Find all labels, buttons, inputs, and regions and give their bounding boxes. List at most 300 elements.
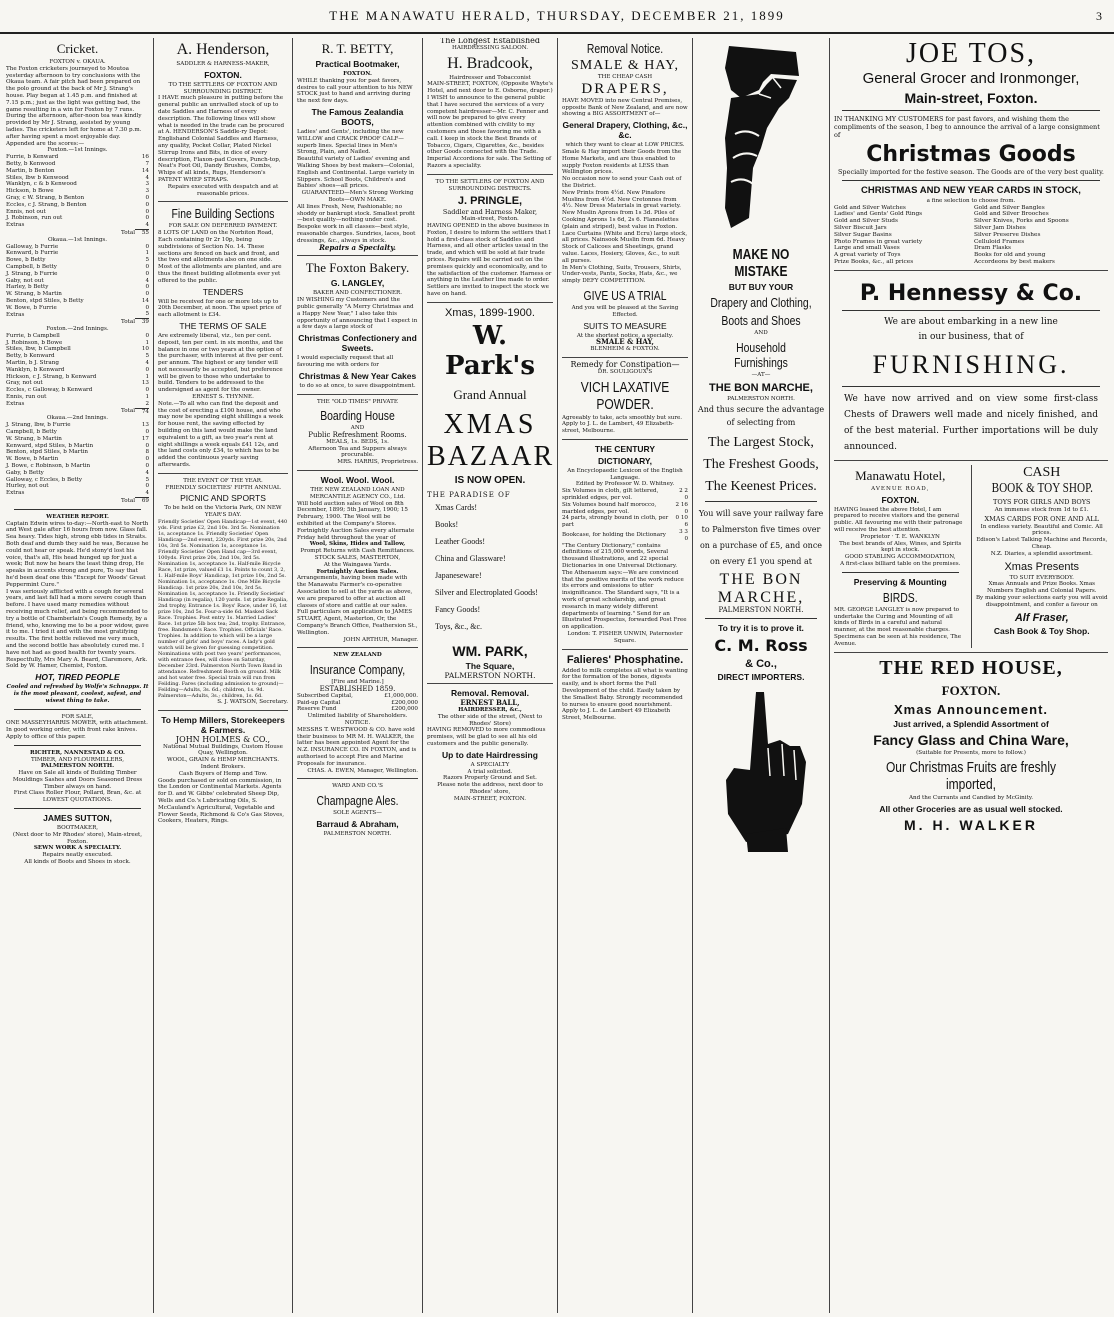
- row-label: Furrie, b Kenward: [6, 154, 59, 161]
- saving: And you will be pleased at the Saving Effected.: [571, 304, 679, 318]
- notice-body: MESSRS T. WESTWOOD & CO. have sold their business to MR M. H. WALKER, the latter has been appointed Agent for the N.Z. INSURANCE CO. IN FOXTON, and is authorised to accept Fire and Marine Proposals for insurance.: [297, 726, 417, 767]
- row-value: 4: [145, 222, 149, 229]
- hemp-cash: Cash Buyers of Hemp and Tow.: [178, 770, 268, 777]
- hotel-billiard: A first-class billiard table on the premises.: [840, 560, 961, 567]
- ball-specialty: A SPECIALTY: [470, 761, 510, 768]
- hemp-body: Goods purchased or sold on commission, in the London or Continental Markets. Agents for D. and W. Gibbs' celebrated Sheep Dip, Wells and Co.'s Lubricating Oils, S. McCauland's Agricultural, Vegetable and Flower Seeds, Richmond & Co's Gas Stoves, Cookers, Heaters, Rings.: [158, 777, 285, 825]
- table-row: [6, 483, 149, 490]
- row-label: Campbell, b Betty: [6, 429, 57, 436]
- ball-name: ERNEST BALL,: [460, 698, 520, 708]
- ward-heading: WARD AND CO.'S: [332, 783, 383, 790]
- smale-which: which they want to clear at LOW PRICES.: [565, 142, 685, 149]
- wool-body: Will hold auction sales of Wool on 8th December, 1899; 5th January, 1900; 15 February, 1900. The Wool will be exhibited at the Company's Stores. Fortnightly Auction Sales every alternate Friday held throughout the year of: [297, 500, 415, 541]
- list-item: A great variety of Toys: [834, 252, 901, 259]
- ins-liability: Unlimited liability of Shareholders.: [307, 713, 408, 720]
- row-label: Gray, not out: [6, 380, 43, 387]
- betty-body: WHILE thanking you for past favors, desires to call your attention to his NEW STOCK just to hand and arriving during the next few days.: [297, 77, 413, 105]
- row-value: 0: [145, 332, 149, 339]
- ball-trade: HAIRDRESSER, &c.,: [458, 707, 522, 714]
- column-4: [423, 38, 558, 1313]
- event-where: To be held on the Victoria Park, ON NEW YEAR'S DAY.: [164, 505, 282, 519]
- column-2: [154, 38, 293, 1313]
- row-label: Hurley, not out: [6, 483, 49, 490]
- table-row: [6, 305, 149, 312]
- row-value: 7: [145, 160, 149, 167]
- century-ad: [562, 444, 688, 650]
- pointing-finger-icon: [697, 684, 825, 854]
- row-value: 4: [145, 174, 149, 181]
- hotel-body: HAVING leased the above Hotel, I am prepared to receive visitors and the general public. All favouring me with their patronage will receive the best attention.: [834, 506, 963, 533]
- smale2-where: BLENHEIM & FOXTON.: [590, 346, 660, 353]
- smale-men: In Men's Clothing, Suits, Trousers, Shirts, Under-vests, Pants, Socks, Hats, &c., we simply DEFY COMPETITION.: [562, 264, 682, 285]
- stock-heading: STOCK SALES, MASTERTON,: [314, 555, 401, 562]
- henderson-to: TO THE SETTLERS OF FOXTON AND SURROUNDING DISTRICT.: [168, 81, 278, 95]
- hemp-wool: WOOL, GRAIN & HEMP MERCHANTS.: [166, 757, 280, 764]
- table-row: [6, 429, 149, 436]
- park-signature: WM. PARK,: [452, 642, 528, 659]
- insurance-ad: [297, 652, 418, 779]
- table-row: [6, 154, 149, 161]
- smale2-heading: SMALE & HAY,: [596, 337, 654, 347]
- list-item: Gold and Silver Studs: [834, 218, 898, 225]
- picnic-ad: [158, 478, 288, 711]
- hotel-road: AVENUE ROAD,: [871, 485, 930, 492]
- row-value: 0: [145, 483, 149, 490]
- row-label: Six Volumes bound half morocco, marbled edges, per vol.: [562, 501, 657, 515]
- list-item: Ladies' and Gents' Gold Rings: [834, 211, 923, 218]
- henderson-repairs: Repairs executed with despatch and at reasonable prices.: [167, 183, 279, 197]
- table-row: [6, 161, 149, 168]
- richter-heading: RICHTER, NANNESTAD & CO.: [30, 749, 125, 756]
- largest-stock: The Largest Stock,: [708, 435, 814, 451]
- weather-report: Captain Edwin wires to-day:—North-east to North and West gale after 16 hours from now. Glass fall. Sea heavy. Tides high, strong ebb tides in Straits.: [6, 520, 149, 541]
- vich-body: Agreeably to take, acts smoothly but sure. Apply to J. L. de Lambert, 49 Elizabeth-street, Melbourne.: [562, 414, 683, 435]
- refreshment: Public Refreshment Rooms.: [308, 431, 407, 440]
- total-label: Total: [120, 229, 135, 236]
- falieres-heading: Falieres' Phosphatine.: [566, 653, 684, 666]
- bon-marche-2: THE BON MARCHE,: [717, 571, 805, 607]
- hennessy-line2: in our business, that of: [918, 331, 1024, 342]
- and: AND: [754, 330, 768, 336]
- table-row: [6, 333, 149, 340]
- red-just: Just arrived, a Splendid Assortment of: [893, 718, 1049, 729]
- list-item: Silver Preserve Dishes: [974, 231, 1041, 238]
- cash-edison: Edison's Latest Talking Machine and Records, Cheap.: [976, 537, 1108, 550]
- freshest-goods: The Freshest Goods,: [703, 457, 819, 473]
- row-value: 0: [145, 291, 149, 298]
- list-item: Gold and Silver Bangles: [974, 204, 1045, 211]
- table-row: [297, 700, 418, 707]
- cash-cards: XMAS CARDS FOR ONE AND ALL: [984, 514, 1099, 523]
- ball-up: Up to date Hairdressing: [442, 749, 538, 760]
- red-house-ad: [834, 657, 1108, 834]
- table-row: [6, 222, 149, 229]
- park-xmas: XMAS: [443, 408, 537, 440]
- table-total-row: [6, 319, 149, 326]
- cash-presents: Xmas Presents: [1004, 560, 1080, 573]
- bradcook-body: I WISH to announce to the general public that I have secured the services of a very competent hairdresser—Mr. C. Fenner and will now be prepared to give every attention combined with civility to my customers and those favoring me with a call. I keep in stock the Best Brands of Tobacco, Cigars, Cigarettes, &c., besides other Goods connected with the Trade. Imperial Accordions for sale. The Setting of Razors a speciality.: [427, 94, 552, 169]
- park-ad: [427, 307, 553, 685]
- wool-ad: [297, 475, 418, 648]
- cash-heading: CASH: [1023, 464, 1061, 480]
- pointing-hand-icon: [697, 38, 825, 243]
- row-value: 3 3 0: [679, 529, 688, 542]
- hotel-cash-row: [834, 465, 1108, 653]
- birds: BIRDS.: [882, 589, 918, 605]
- table-row: [6, 291, 149, 298]
- row-label: Extras: [6, 311, 25, 318]
- table-row: [6, 387, 149, 394]
- row-value: 0: [145, 366, 149, 373]
- row-label: Reserve Fund: [297, 706, 337, 713]
- column-1: [2, 38, 154, 1313]
- row-value: 0: [145, 284, 149, 291]
- row-value: 16: [141, 154, 149, 161]
- buy-your: BUT BUY YOUR: [728, 282, 794, 292]
- red-fancy: Fancy Glass and China Ware,: [873, 731, 1069, 748]
- list-item: Silver Knives, Forks and Spoons: [974, 218, 1069, 225]
- tos-heading: JOE TOS,: [905, 38, 1037, 69]
- henderson-trade: SADDLER & HARNESS-MAKER,: [176, 61, 270, 67]
- hemp-firm: JOHN HOLMES & CO.,: [175, 734, 271, 744]
- boots-shoes: Boots and Shoes: [721, 313, 801, 328]
- list-item: Toys, &c., &c.: [435, 621, 482, 631]
- hot-heading: HOT, TIRED PEOPLE: [35, 672, 120, 683]
- row-label: Subscribed Capital,: [297, 692, 353, 699]
- drapery: Drapery and Clothing,: [710, 295, 812, 310]
- list-item: Leather Goods!: [435, 536, 485, 546]
- table-row: [6, 422, 149, 429]
- forsale-body: ONE MASSEYHARRIS MOWER, with attachment. In good working order, with front rake knives. Apply to office of this paper.: [6, 720, 148, 740]
- list-item: Silver Sugar Basins: [834, 231, 892, 238]
- list-item: Accordeons by best makers: [974, 258, 1055, 265]
- row-value: 0: [145, 387, 149, 394]
- bakery-ad: [297, 260, 418, 394]
- ward-agents: Barraud & Abraham,: [316, 818, 399, 829]
- column-6: [693, 38, 830, 1313]
- ball-address: The other side of the street, (Next to Rhodes' Store): [437, 713, 543, 727]
- row-value: 4: [145, 277, 149, 284]
- sutton-repairs: Repairs neatly executed.: [42, 852, 113, 859]
- table-row: [6, 346, 149, 353]
- table-row: [6, 168, 149, 175]
- pringle-to: TO THE SETTLERS OF FOXTON AND SURROUNDING DISTRICTS.: [435, 178, 545, 192]
- removal-heading: Removal Notice.: [586, 41, 664, 56]
- boarding-ad: [297, 399, 418, 472]
- red-place: FOXTON.: [941, 682, 1001, 698]
- row-label: Six Volumes in cloth, gilt lettered, sprinkled edges, per vol.: [562, 488, 659, 502]
- bakery-body: IN WISHING my Customers and the public generally "A Merry Christmas and a Happy New Year," I also take this opportunity of announcing that I expect in a few days a large stock of: [297, 297, 418, 331]
- okaua-1st-heading: Okaua.—1st Innings.: [47, 236, 108, 243]
- betty-zealandia: The Famous Zealandia BOOTS,: [311, 106, 404, 127]
- tos-selection: a fine selection to choose from.: [926, 197, 1016, 204]
- table-row: [6, 181, 149, 188]
- table-row: [562, 515, 688, 529]
- ins-heading: NEW ZEALAND: [333, 652, 382, 659]
- fbs-sub: FOR SALE ON DEFERRED PAYMENT.: [168, 223, 278, 230]
- list-item: Gold and Silver Watches: [834, 204, 906, 211]
- thus-secure: And thus secure the advantage of selecting from: [697, 405, 825, 428]
- betty-zealandia-body2: Beautiful variety of Ladies' evening and Walking Shoes by best makers—Colonial, English and Continental. Large variety in Slippers. School Boots, Children's and Babies' shoes—all prices.: [297, 156, 415, 190]
- sutton-trade: BOOTMAKER,: [56, 825, 99, 832]
- hemp-address: National Mutual Buildings, Custom House Quay, Wellington.: [163, 743, 283, 757]
- table-row: [6, 443, 149, 450]
- row-label: Campbell, b Betty: [6, 263, 57, 270]
- hennessy-furnishing: FURNISHING.: [872, 349, 1070, 379]
- tos-list-right: [974, 205, 1108, 266]
- event-title: PICNIC AND SPORTS: [180, 493, 266, 504]
- row-value: 0: [145, 208, 149, 215]
- table-row: [6, 215, 149, 222]
- tea: Afternoon Tea and Suppers always procurable.: [308, 445, 407, 459]
- smale-heading: SMALE & HAY,: [570, 58, 680, 73]
- cash-variety: In endless variety. Beautiful and Comic. All prices.: [980, 523, 1103, 537]
- list-item: Prize Books, &c., all prices: [834, 258, 914, 265]
- betty-trade: Practical Bootmaker,: [315, 59, 400, 69]
- pringle-name: J. PRINGLE,: [457, 195, 523, 208]
- hennessy-body: We have now arrived and on view some first-class Chests of Drawers well made and nicely finished, and of the best material. Further importations will be duly announced.: [844, 393, 1098, 452]
- stock-signature: JOHN ARTHUR, Manager.: [343, 636, 418, 643]
- list-item: Xmas Cards!: [435, 502, 477, 512]
- row-label: Gray, c W. Strang, b Benton: [6, 194, 85, 201]
- terms-body: Are extremely liberal, viz., ten per cent. deposit, ten per cent. in six months, and the balance in one or two years at the option of the purchaser, with interest at five per cent. per annum. The highest or any tender will not necessarily be accepted, but preference will be given to those who undertake to build. Tenders to be addressed to the undersigned as agent for the owner.: [158, 332, 284, 394]
- red-xmas: Xmas Announcement.: [893, 701, 1049, 717]
- table-row: [6, 311, 149, 318]
- cash-toys: TOYS FOR GIRLS AND BOYS: [993, 497, 1091, 506]
- list-item: Celluloid Frames: [974, 238, 1025, 245]
- suits-body: At the shortest notice, a specialty.: [576, 332, 674, 339]
- ball-ad: [427, 688, 553, 802]
- row-label: Benton, stpd Stiles, b Betty: [6, 297, 84, 304]
- red-heading: THE RED HOUSE,: [879, 656, 1063, 679]
- tos-body: IN THANKING MY CUSTOMERS for past favors, and wishing them the compliments of the season, I beg to announce the arrival of a large consignment of: [834, 115, 1100, 139]
- row-value: 17: [141, 435, 149, 442]
- hotel-place: FOXTON.: [881, 494, 920, 505]
- row-label: Extras: [6, 401, 25, 408]
- table-total-row: [6, 498, 149, 505]
- betty-heading: R. T. BETTY,: [321, 41, 394, 56]
- hemp-heading: To Hemp Millers, Storekeepers & Farmers.: [161, 714, 285, 735]
- table-row: [6, 380, 149, 387]
- table-row: [6, 340, 149, 347]
- pringle-place: Main-street, Foxton.: [461, 216, 519, 223]
- ward-name: Champagne Ales.: [316, 793, 399, 809]
- row-label: Betty, b Kenward: [6, 353, 55, 360]
- table-row: [6, 360, 149, 367]
- terms-note: Note.—To all who can find the deposit and the cost of erecting a £100 house, and who may now be spending eight shillings a week for house rent, the saving effected by building on this land would make the land equivalent to a gift, as two year's rent at eight shillings a week equals £41 12s, and the land costs only £34, to which has to be added the continuous yearly saving afterwards.: [158, 400, 284, 469]
- henderson-body: I HAVE much pleasure in putting before the general public an unrivalled stock of up to date Saddles and Harness of every description. The following lines will show what is needed in the trade can be procured at A. HENDERSON'S Saddle-ry Depot: Englishand Colonial Saddles and Harness, any quality, Pocket Collar, Plated Nickel Stirrup Irons and Bits, in dice of every description, Flaxon-pad Covers, Punch-top, Neat's Foot Oil, Dandy Brushes, Combs, Whips of all kinds, Rugs, Henderson's PATENT WHEP STRAPS.: [158, 95, 285, 183]
- testimonial: I was seriously afflicted with a cough for several years, and last fall had a more severe cough than before. I have used many remedies without receiving much relief, and being recommended to try a bottle of Chamberlain's Cough Remedy, by a friend, who, knowing me to be a poor widow, gave it to me. I tried it and with the most gratifying results. The first bottle relieved me very much, and the second bottle has absolutely cured me. I have not had as good health for twenty years. Respectfully, Mrs Mary A. Beard, Claremore, Ark. Sold by W. Hamer, Chemist, Foxton.: [6, 588, 149, 670]
- foxton-1st-heading: Foxton.—1st Innings.: [47, 147, 108, 154]
- richter-list: Have on Sale all kinds of Building Timber Mouldings Sashes and Doors Seasoned Dress Timber always on hand.: [12, 770, 143, 790]
- dict-body: "The Century Dictionary," contains definitions of 215,000 words, Several thousand illustrations, and 22 special Dictionaries in one Universal Dictionary. The Athenaeum says:—We are convinced that the positive merits of the work reduce its errors and omissions to utter insignificance. The Standard says, "It is a work of great scholarship, and great research in many widely different departments of learning." Send for an Illustrated Prospectus, forwarded Post Free on application.: [562, 542, 687, 631]
- wool-prompt: Prompt Returns with Cash Remittances.: [300, 548, 415, 555]
- wool-company: THE NEW ZEALAND LOAN AND MERCANTILE AGENCY CO., Ltd.: [309, 487, 406, 500]
- table-row: [6, 449, 149, 456]
- tos-special: Specially imported for the festive season. The Goods are of the very best quality.: [837, 168, 1104, 176]
- list-item: Silver and Electroplated Goods!: [435, 587, 538, 597]
- row-value: 4: [145, 360, 149, 367]
- list-item: Large and small Vases: [834, 245, 900, 252]
- row-label: Gaby, b Betty: [6, 469, 44, 476]
- tos-christmas: Christmas Goods: [866, 142, 1076, 167]
- ins-sub: [Fire and Marine.]: [331, 679, 384, 686]
- row-value: 0: [145, 243, 149, 250]
- table-row: [6, 278, 149, 285]
- drapers: DRAPERS,: [581, 80, 669, 97]
- stock-at: At the Waingawa Yards.: [323, 561, 392, 568]
- table-row: [6, 264, 149, 271]
- boarding-and: AND: [350, 425, 365, 432]
- row-value: 14: [141, 167, 149, 174]
- betty-repairs: Repairs a Specialty.: [319, 242, 396, 252]
- remedy: Remedy for Constipation—: [570, 359, 680, 369]
- birds-body: MR. GEORGE LANGLEY is now prepared to undertake the Curing and Mounting of all kinds of Birds in a careful and natural manner, at the most reasonable charges. Specimens can be seen at his residence, The Avenue.: [834, 606, 962, 647]
- row-label: J. Strang, lbw, b Furrie: [6, 422, 71, 429]
- bradcook-top: The Longest Established: [439, 38, 541, 45]
- dictionary-heading: DICTIONARY,: [598, 455, 652, 466]
- total-label: Total: [120, 408, 135, 415]
- falieres-body: Added to milk completes all what is wanting for the formation of the bones, digests easily, and is short forms the Full Development of the child. Easily taken by the Smallest Baby. Strongly recommended to nurses to ensure good nourishment. Apply to J. L. de Lambert 49 Elizabeth Street, Melbourne.: [562, 667, 688, 722]
- total-value: 39: [135, 319, 149, 326]
- row-value: 0 10 6: [675, 515, 688, 529]
- list-item: Fancy Goods!: [435, 604, 481, 614]
- tos-cards: CHRISTMAS AND NEW YEAR CARDS IN STOCK,: [861, 184, 1081, 196]
- row-label: J. Strang, b Furrie: [6, 270, 58, 277]
- terms-heading: THE TERMS OF SALE: [179, 320, 267, 331]
- betty-ad: [297, 41, 418, 256]
- table-row: [6, 298, 149, 305]
- sutton-heading: JAMES SUTTON,: [43, 813, 112, 824]
- row-value: 10: [141, 346, 149, 353]
- row-value: 0: [145, 456, 149, 463]
- row-label: Benton, stpd Stiles, b Martin: [6, 449, 88, 456]
- list-item: China and Glassware!: [435, 553, 506, 563]
- row-label: J. Robinson, b Bowe: [6, 339, 63, 346]
- cm-ross: C. M. Ross: [714, 636, 808, 656]
- red-fruits: Our Christmas Fruits are freshly imported,: [885, 759, 1057, 794]
- smale-body: HAVE MOVED into new Central Premises, opposite Bank of New Zealand, and are now showing a BIG ASSORTMENT of—: [562, 97, 688, 118]
- list-item: Japaneseware!: [435, 570, 482, 580]
- row-label: Galloway, b Furrie: [6, 243, 59, 250]
- give-trial: GIVE US A TRIAL: [583, 287, 667, 303]
- cash-diaries: N.Z. Diaries, a splendid assortment.: [990, 550, 1093, 557]
- park-bazaar: BAZAAR: [427, 440, 555, 472]
- row-label: Galloway, c Eccles, b Betty: [6, 476, 83, 483]
- row-label: Ennis, not out: [6, 208, 46, 215]
- notice-signature: CHAS. A. EWEN, Manager, Wellington.: [307, 767, 418, 774]
- fbs-body: 8 LOTS OF LAND on the Norbiton Road, Each containing 0r 2r 10p, being subdivisions of Section No. 14. These sections are fenced on back and front, and the two end allotments also on one side. Most of the allotments are planted, and are thus the finest building allotments ever yet offered to the public.: [158, 230, 282, 284]
- row-label: W. Bowe, b Martin: [6, 456, 59, 463]
- row-value: 0: [145, 201, 149, 208]
- dict-editor: Edited by Professor W. D. Whitney.: [575, 481, 675, 488]
- table-row: [6, 353, 149, 360]
- dict-sub: An Encyclopaedic Lexicon of the English Language.: [567, 467, 683, 481]
- total-value: 69: [135, 498, 149, 505]
- make-no-mistake: MAKE NO MISTAKE: [732, 246, 790, 280]
- row-label: Furrie, b Campbell: [6, 332, 60, 339]
- ward-sole: SOLE AGENTS—: [333, 810, 382, 817]
- hotel-heading: Manawatu Hotel,: [855, 467, 946, 483]
- table-row: [6, 490, 149, 497]
- tos-list-left: [834, 205, 968, 266]
- row-value: 4: [145, 469, 149, 476]
- hot-body: Cooled and refreshed by Wolfe's Schnapps. It is the most pleasant, coolest, safest, and wisest thing to take.: [6, 684, 149, 704]
- richter-flour: First Class Roller Flour, Pollard, Bran, &c. at: [13, 790, 142, 797]
- notice-heading: NOTICE.: [344, 719, 371, 726]
- list-item: Silver Biscuit Jars: [834, 224, 887, 231]
- sutton-stock: All kinds of Boots and Shoes in stock.: [24, 859, 131, 866]
- table-row: [6, 394, 149, 401]
- henderson-heading: A. Henderson,: [176, 41, 270, 58]
- richter-prices: LOWEST QUOTATIONS.: [42, 797, 113, 804]
- table-row: [297, 706, 418, 713]
- row-value: 1: [145, 339, 149, 346]
- ball-street: MAIN-STREET, FOXTON.: [453, 795, 527, 802]
- table-row: [6, 271, 149, 278]
- bradcook-ad: [427, 38, 553, 175]
- pringle-ad: [427, 179, 553, 303]
- table-total-row: [6, 408, 149, 415]
- row-label: Wanklyn, b Kenward: [6, 366, 65, 373]
- row-label: Martin, b J. Strang: [6, 360, 59, 367]
- event-sub: FRIENDLY SOCIETIES' FIFTH ANNUAL: [165, 484, 281, 491]
- row-value: 5: [145, 353, 149, 360]
- row-value: 4: [145, 490, 149, 497]
- row-label: W. Strang, b Martin: [6, 291, 62, 298]
- hotel-brands: The best brands of Ales, Wines, and Spirits kept in stock.: [839, 540, 962, 554]
- table-row: [6, 202, 149, 209]
- row-label: Hickson, c J. Strang, b Kenward: [6, 373, 97, 380]
- row-label: Bowe, b Betty: [6, 257, 46, 264]
- row-label: W. Bowe, b Furrie: [6, 304, 57, 311]
- red-suitable: (Suitable for Presents, more to follow.): [916, 749, 1026, 756]
- okaua-1st-table: [6, 244, 149, 327]
- foxton-2nd-heading: Foxton.—2nd Innings.: [46, 326, 109, 333]
- row-label: Extras: [6, 490, 25, 497]
- holmes-ad: [158, 715, 288, 825]
- tenders-heading: TENDERS: [202, 286, 244, 297]
- betty-zealandia-body: Ladies' and Gents', including the new WILLOW and CRACK PROOF CALF—superb lines. Special lines in Men's Strong, Plain, and Nailed.: [297, 128, 404, 156]
- dict-prices-table: [562, 488, 688, 542]
- table-row: [6, 367, 149, 374]
- row-value: 0: [145, 270, 149, 277]
- boarding-heading: Boarding House: [320, 408, 395, 424]
- henderson-ad: [158, 41, 288, 202]
- red-name: M. H. WALKER: [904, 817, 1038, 834]
- row-value: 2 2 0: [679, 488, 688, 502]
- cash-name: Alf Fraser,: [1014, 611, 1069, 624]
- table-row: [6, 257, 149, 264]
- smale-general: General Drapery, Clothing, &c., &c.: [562, 120, 688, 141]
- richter-place: PALMERSTON NORTH.: [40, 763, 115, 770]
- table-row: [6, 195, 149, 202]
- ball-removal: Removal. Removal.: [451, 688, 529, 699]
- tos-place: Main-street, Foxton.: [904, 90, 1038, 106]
- list-item: Books!: [435, 519, 459, 529]
- row-label: Betty, b Kenwood: [6, 160, 56, 167]
- birds-heading: Preserving & Mounting: [853, 576, 947, 587]
- bradcook-address: MAIN-STREET, FOXTON, (Opposite Whyte's Hotel, and next door to E. Osborne, draper.): [427, 81, 553, 95]
- ross-co: & Co.,: [745, 658, 777, 671]
- row-value: 5: [145, 476, 149, 483]
- table-total-row: [6, 229, 149, 236]
- event-signature: S. J. WATSON, Secretary.: [217, 699, 288, 706]
- row-label: Kenward, b Furrie: [6, 250, 59, 257]
- table-row: [6, 250, 149, 257]
- row-value: 1: [145, 250, 149, 257]
- dict-publisher: London: T. FISHER UNWIN, Paternoster Square.: [567, 631, 683, 644]
